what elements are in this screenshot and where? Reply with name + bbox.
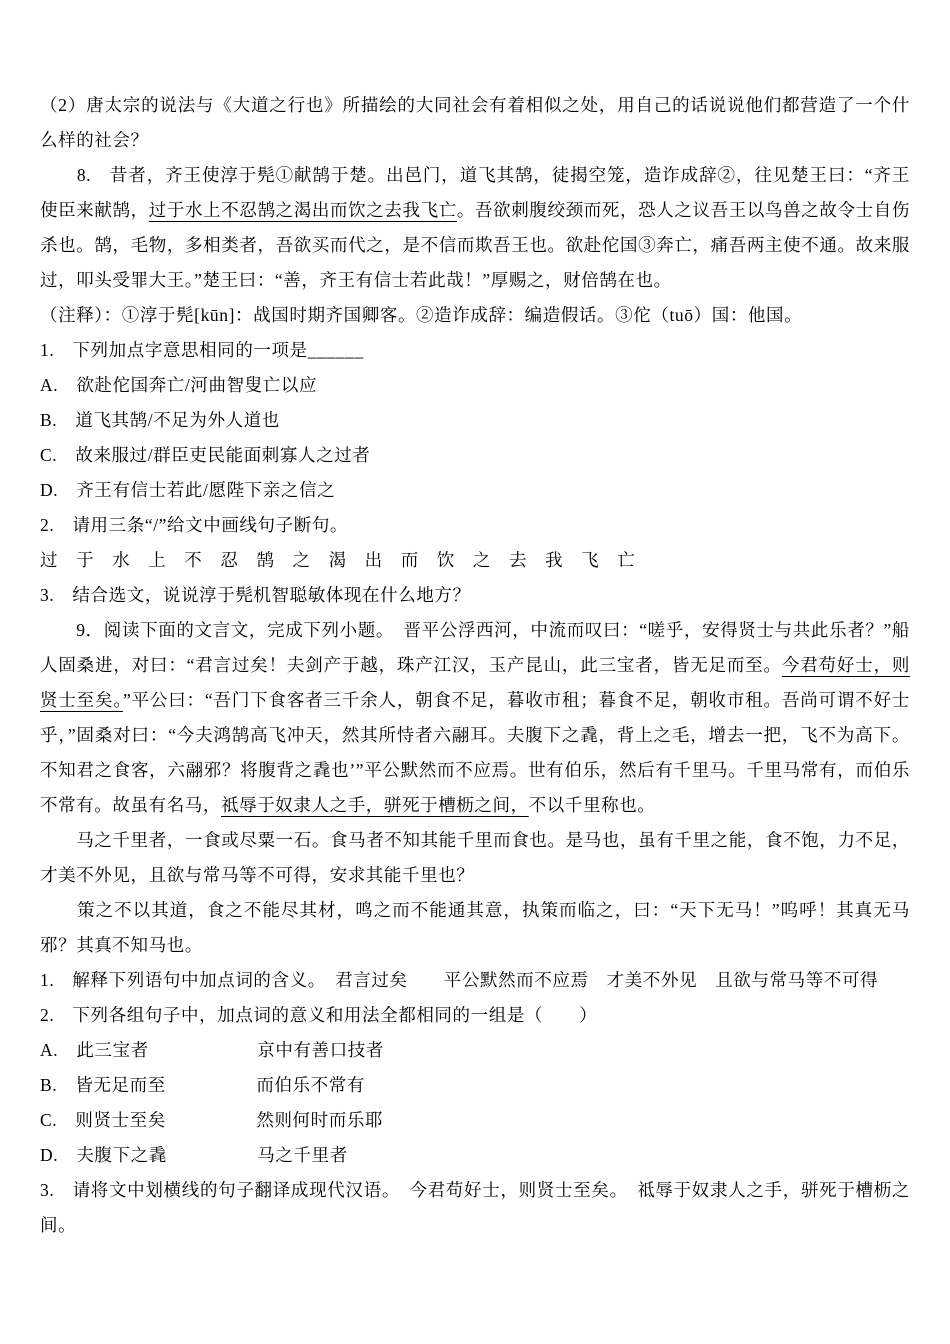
text-run: 马之千里者，一食或尽粟一石。食马者不知其能千里而食也。是马也，虽有千里之能，食不饱，力不足，才美不外见，且欲与常马等不可得，安求其能千里也？ — [40, 830, 910, 885]
paragraph-q8-item-2 — [40, 508, 910, 543]
text-run: （注释）：①淳于髡[kūn]：战国时期齐国卿客。②造诈成辞：编造假话。③佗（tuō）国：他国。 — [40, 305, 803, 325]
paragraph-q8-item-2-sentence — [40, 543, 910, 578]
text-run: 3. 请将文中划横线的句子翻译成现代汉语。 今君苟好士，则贤士至矣。 祗辱于奴隶人之手，骈死于槽枥之间。 — [40, 1180, 910, 1235]
text-run: 2. 下列各组句子中，加点词的意义和用法全都相同的一组是（ ） — [40, 1005, 598, 1025]
text-run: C. 则贤士至矣 然则何时而乐耶 — [40, 1110, 384, 1130]
text-run: 3. 结合选文，说说淳于髡机智聪敏体现在什么地方？ — [40, 585, 471, 605]
text-run: 1. 下列加点字意思相同的一项是 — [40, 340, 308, 360]
underlined-text-run: 过于水上不忍鹄之渴出而饮之去我飞亡 — [148, 200, 457, 220]
text-run: D. 夫腹下之毳 马之千里者 — [40, 1145, 348, 1165]
text-run: B. 道飞其鹄/不足为外人道也 — [40, 410, 280, 430]
text-run: A. 此三宝者 京中有善口技者 — [40, 1040, 385, 1060]
paragraph-q9-item-2-option-d — [40, 1138, 910, 1173]
text-run: ”平公曰：“吾门下食客者三千余人，朝食不足，暮收市租；暮食不足，朝收市租。吾尚可谓不好士乎，”固桑对曰：“今夫鸿鹄高飞冲天，然其所恃者六翮耳。夫腹下之毳，背上之毛，增去一把，飞不为高下。不知君之食客，六翮邪？将腹背之毳也’”平公默然而不应焉。世有伯乐，然后有千里马。千里马常有，而伯乐不常有。故虽有名马， — [40, 690, 911, 815]
paragraph-q7-2-datong-question — [40, 88, 910, 158]
text-run: 不以千里称也。 — [528, 795, 656, 815]
underlined-text-run: 今君苟好士，则贤士至矣。 — [40, 655, 911, 710]
paragraph-q9-item-3 — [40, 1173, 910, 1243]
paragraph-q8-item-1-option-b — [40, 403, 910, 438]
text-run: 8. 昔者，齐王使淳于髡①献鹄于楚。出邑门，道飞其鹄，徒揭空笼，造诈成辞②，往见楚王曰：“齐王使臣来献鹄， — [40, 165, 910, 220]
text-run: （2）唐太宗的说法与《大道之行也》所描绘的大同社会有着相似之处，用自己的话说说他们都营造了一个什么样的社会？ — [40, 95, 910, 150]
text-run: A. 欲赴佗国奔亡/河曲智叟亡以应 — [40, 375, 318, 395]
paragraph-q8-passage-hu-story — [40, 158, 910, 298]
text-run: 过 于 水 上 不 忍 鹄 之 渴 出 而 饮 之 去 我 飞 亡 — [40, 550, 636, 570]
paragraph-q9-item-2-option-b — [40, 1068, 910, 1103]
paragraph-q8-item-1-option-d — [40, 473, 910, 508]
text-run: 9．阅读下面的文言文，完成下列小题。 晋平公浮西河，中流而叹曰：“嗟乎，安得贤士与共此乐者？”船人固桑进，对曰：“君言过矣！夫剑产于越，珠产江汉，玉产昆山，此三宝者，皆无足而至。 — [40, 620, 910, 675]
text-run: C. 故来服过/群臣吏民能面刺寡人之过者 — [40, 445, 371, 465]
text-run: ______ — [307, 340, 364, 360]
paragraph-q9-passage-para-2 — [40, 823, 910, 893]
text-run: 策之不以其道，食之不能尽其材，鸣之而不能通其意，执策而临之，曰：“天下无马！”呜呼！其真无马邪？其真不知马也。 — [40, 900, 910, 955]
paragraph-q9-item-2-option-c — [40, 1103, 910, 1138]
paragraph-q9-item-2 — [40, 998, 910, 1033]
text-run: D. 齐王有信士若此/愿陛下亲之信之 — [40, 480, 336, 500]
underlined-text-run: 祗辱于奴隶人之手，骈死于槽枥之间， — [221, 795, 529, 815]
paragraph-q9-passage-para-3 — [40, 893, 910, 963]
text-run: 1. 解释下列语句中加点词的含义。 君言过矣 平公默然而不应焉 才美不外见 且欲与常马等不可得 — [40, 970, 879, 990]
paragraph-q8-item-1-option-a — [40, 368, 910, 403]
paragraph-q9-passage-jinpinggong-and-horse — [40, 613, 910, 823]
paragraph-q8-item-1 — [40, 333, 910, 368]
paragraph-q9-item-1 — [40, 963, 910, 998]
paragraph-q8-annotations — [40, 298, 910, 333]
paragraph-q8-item-3 — [40, 578, 910, 613]
document-body — [40, 88, 910, 1243]
text-run: B. 皆无足而至 而伯乐不常有 — [40, 1075, 365, 1095]
paragraph-q8-item-1-option-c — [40, 438, 910, 473]
text-run: 。吾欲刺腹绞颈而死，恐人之议吾王以鸟兽之故令士自伤杀也。鹄，毛物，多相类者，吾欲买而代之，是不信而欺吾王也。欲赴佗国③奔亡，痛吾两主使不通。故来服过，叩头受罪大王。”楚王曰：“善，齐王有信士若此哉！”厚赐之，财倍鹄在也。 — [40, 200, 911, 290]
text-run: 2. 请用三条“/”给文中画线句子断句。 — [40, 515, 349, 535]
paragraph-q9-item-2-option-a — [40, 1033, 910, 1068]
